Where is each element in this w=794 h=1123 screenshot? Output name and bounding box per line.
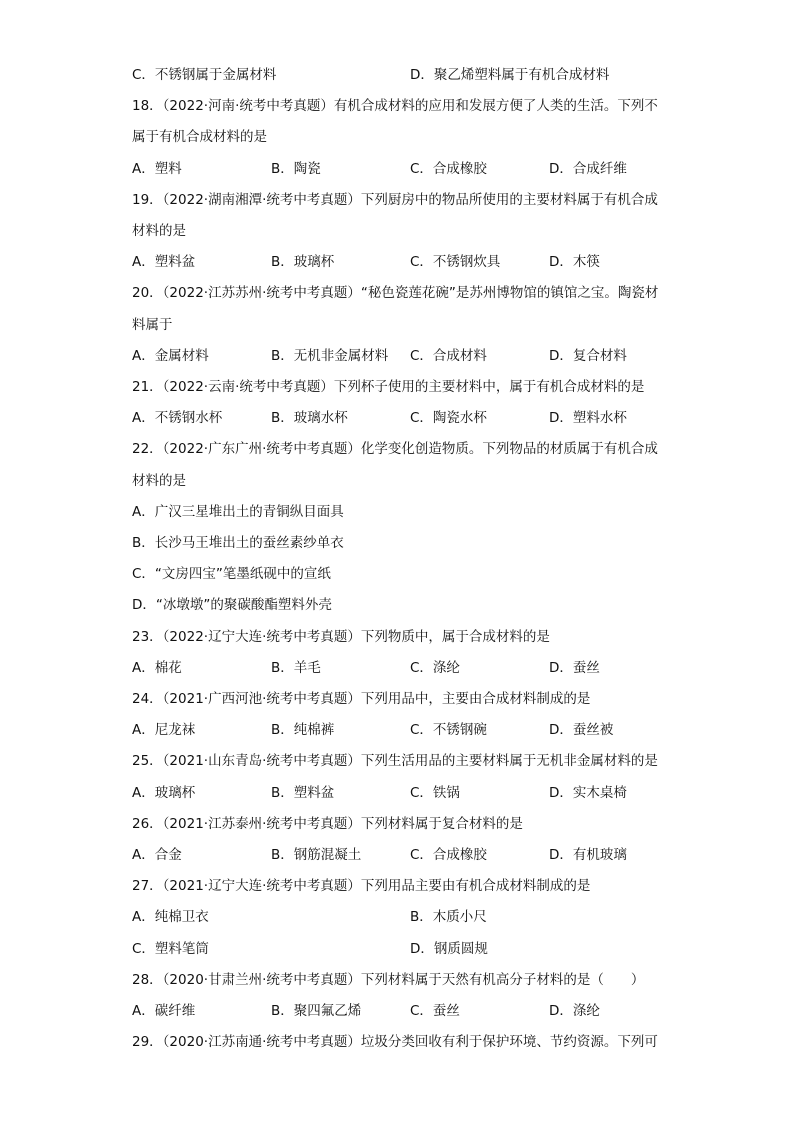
answer-option: A．塑料盆 xyxy=(132,254,196,271)
answer-option: A．碳纤维 xyxy=(132,1003,196,1019)
answer-option: B．塑料盆 xyxy=(271,784,335,801)
answer-option: A．尼龙袜 xyxy=(132,722,196,739)
option-row xyxy=(132,781,672,805)
option-row xyxy=(132,905,672,929)
answer-option: A．合金 xyxy=(132,847,182,863)
question-text-line: C．“文房四宝”笔墨纸砚中的宣纸 xyxy=(132,566,331,583)
option-row xyxy=(132,157,672,181)
question-text-line: D．“冰墩墩”的聚碳酸酯塑料外壳 xyxy=(132,597,332,614)
question-text-line: 24．（2021·广西河池·统考中考真题）下列用品中，主要由合成材料制成的是 xyxy=(132,691,591,707)
answer-option: D．有机玻璃 xyxy=(549,847,627,863)
option-row xyxy=(132,937,672,961)
answer-option: C．蚕丝 xyxy=(410,1003,460,1019)
answer-option: B．钢筋混凝土 xyxy=(271,847,362,863)
question-text-line: A．广汉三星堆出土的青铜纵目面具 xyxy=(132,503,344,520)
answer-option: A．棉花 xyxy=(132,659,182,676)
answer-option: A．玻璃杯 xyxy=(132,784,196,801)
answer-option: D．实木桌椅 xyxy=(549,784,627,801)
question-text-line: 22．（2022·广东广州·统考中考真题）化学变化创造物质。下列物品的材质属于有机合成 xyxy=(132,441,658,458)
answer-option: D．钢质圆规 xyxy=(410,940,488,957)
answer-option: C．不锈钢碗 xyxy=(410,722,487,739)
answer-option: C．陶瓷水杯 xyxy=(410,410,487,427)
answer-option: D．木筷 xyxy=(549,254,600,271)
question-text-line: 25．（2021·山东青岛·统考中考真题）下列生活用品的主要材料属于无机非金属材料的是 xyxy=(132,753,658,770)
question-text-line: 属于有机合成材料的是 xyxy=(132,129,267,146)
question-text-line: 26．（2021·江苏泰州·统考中考真题）下列材料属于复合材料的是 xyxy=(132,815,523,832)
answer-option: D．蚕丝 xyxy=(549,659,600,676)
question-text-line: 18．（2022·河南·统考中考真题）有机合成材料的应用和发展方便了人类的生活。下列不 xyxy=(132,98,658,115)
answer-option: A．纯棉卫衣 xyxy=(132,909,209,926)
answer-option: C．铁锅 xyxy=(410,784,460,801)
option-row xyxy=(132,406,672,430)
question-text-line: 21．（2022·云南·统考中考真题）下列杯子使用的主要材料中，属于有机合成材料的是 xyxy=(132,379,645,395)
question-text-line: 19．（2022·湖南湘潭·统考中考真题）下列厨房中的物品所使用的主要材料属于有机合成 xyxy=(132,191,658,208)
question-text-line: 材料的是 xyxy=(132,223,186,239)
question-text-line: 27．（2021·辽宁大连·统考中考真题）下列用品主要由有机合成材料制成的是 xyxy=(132,878,591,895)
answer-option: A．不锈钢水杯 xyxy=(132,410,223,427)
question-text-line: 材料的是 xyxy=(132,472,186,489)
answer-option: C．塑料笔筒 xyxy=(132,940,209,957)
answer-option: D．聚乙烯塑料属于有机合成材料 xyxy=(410,67,610,83)
option-row xyxy=(132,63,672,87)
answer-option: A．塑料 xyxy=(132,160,182,177)
option-row xyxy=(132,250,672,274)
answer-option: B．玻璃杯 xyxy=(271,254,335,271)
question-text-line: 23．（2022·辽宁大连·统考中考真题）下列物质中，属于合成材料的是 xyxy=(132,628,550,645)
answer-option: D．蚕丝被 xyxy=(549,722,614,739)
option-row xyxy=(132,718,672,742)
answer-option: C．不锈钢属于金属材料 xyxy=(132,67,277,83)
option-row xyxy=(132,344,672,368)
answer-option: A．金属材料 xyxy=(132,347,209,364)
option-row xyxy=(132,656,672,680)
answer-option: B．羊毛 xyxy=(271,659,321,676)
answer-option: C．涤纶 xyxy=(410,659,460,676)
question-text-line: 28．（2020·甘肃兰州·统考中考真题）下列材料属于天然有机高分子材料的是（ ） xyxy=(132,971,645,988)
option-row xyxy=(132,999,672,1023)
question-text-line: 29．（2020·江苏南通·统考中考真题）垃圾分类回收有利于保护环境、节约资源。下列可 xyxy=(132,1034,658,1051)
answer-option: C．合成材料 xyxy=(410,347,487,364)
answer-option: C．不锈钢炊具 xyxy=(410,254,501,271)
answer-option: C．合成橡胶 xyxy=(410,160,487,177)
option-row xyxy=(132,843,672,867)
answer-option: D．塑料水杯 xyxy=(549,410,627,427)
answer-option: D．涤纶 xyxy=(549,1003,600,1019)
question-text-line: 料属于 xyxy=(132,316,173,333)
question-text-line: 20．（2022·江苏苏州·统考中考真题）“秘色瓷莲花碗”是苏州博物馆的镇馆之宝。陶瓷材 xyxy=(132,285,659,302)
answer-option: C．合成橡胶 xyxy=(410,847,487,863)
answer-option: D．复合材料 xyxy=(549,347,627,364)
answer-option: B．聚四氟乙烯 xyxy=(271,1003,362,1019)
question-text-line: B．长沙马王堆出土的蚕丝素纱单衣 xyxy=(132,535,344,551)
answer-option: D．合成纤维 xyxy=(549,160,627,177)
answer-option: B．木质小尺 xyxy=(410,909,487,926)
answer-option: B．纯棉裤 xyxy=(271,722,335,739)
answer-option: B．无机非金属材料 xyxy=(271,347,389,364)
answer-option: B．陶瓷 xyxy=(271,160,321,177)
answer-option: B．玻璃水杯 xyxy=(271,410,348,427)
